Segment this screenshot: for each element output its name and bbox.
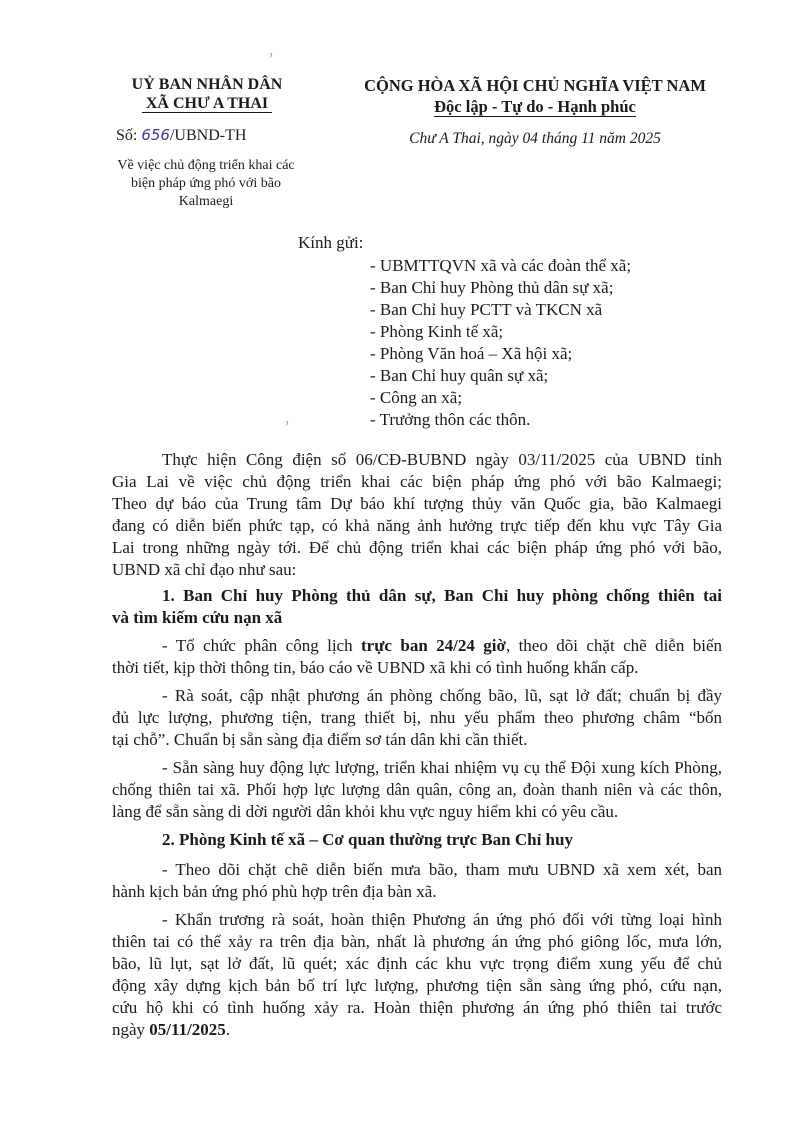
intro-line: Thực hiện Công điện số 06/CĐ-BUBND ngày 03/11/2025 của UBND tỉnh [162,450,722,469]
org-name-line2 [98,95,316,113]
section1-p1-line1 [162,634,722,657]
org-name-line1: UỶ BAN NHÂN DÂN [131,76,283,93]
intro-line: Gia Lai về việc chủ động triển khai các biện pháp ứng phó với bão Kalmaegi; [112,472,722,491]
intro-line: Theo dự báo của Trung tâm Dự báo khí tượng thủy văn Quốc gia, bão Kalmaegi [112,494,722,513]
recipient-item: - Phòng Văn hoá – Xã hội xã; [370,344,573,363]
number-suffix: /UBND-TH [169,127,247,144]
section1-p3-line: chống thiên tai xã. Phối hợp lực lượng dân quân, công an, đoàn thanh niên và các thôn, [112,780,722,799]
intro-line: Lai trong những ngày tới. Để chủ động triển khai các biện pháp ứng phó với bão, [112,538,722,557]
section2-p1-line: hành kịch bản ứng phó phù hợp trên địa bàn xã. [112,882,437,901]
recipient-item: - Ban Chỉ huy Phòng thủ dân sự xã; [370,278,614,297]
recipient-item: - Công an xã; [370,388,463,407]
recipient-item: - UBMTTQVN xã và các đoàn thể xã; [370,256,632,275]
number-prefix: Số: [116,127,138,144]
section1-heading-line1: 1. Ban Chỉ huy Phòng thủ dân sự, Ban Chỉ huy phòng chống thiên tai [162,586,722,605]
section2-p2-line: cứu hộ khi có tình huống xảy ra. Hoàn thiện phương án ứng phó thiên tai trước [112,998,722,1017]
nation-motto-text: Độc lập - Tự do - Hạnh phúc [434,97,636,116]
subject-line2: biện pháp ứng phó với bão [131,176,281,191]
scan-mark: ˀ [270,52,273,62]
subject-line1: Về việc chủ động triển khai các [117,158,295,173]
handwritten-number: 656 [141,126,170,144]
p1-text-after: , theo dõi chặt chẽ diễn biến [505,636,722,655]
intro-line: UBND xã chỉ đạo như sau: [112,560,297,579]
recipient-item: - Ban Chỉ huy PCTT và TKCN xã [370,300,603,319]
section1-p2-line: đủ lực lượng, phương tiện, trang thiết bị, nhu yếu phẩm theo phương châm “bốn [112,708,722,727]
recipients-label: Kính gửi: [298,233,364,252]
recipient-item: - Phòng Kinh tế xã; [370,322,504,341]
section2-p2-line: - Khẩn trương rà soát, hoàn thiện Phương án ứng phó đối với từng loại hình [162,910,722,929]
section2-p2-line: thiên tai có thể xảy ra trên địa bàn, nhất là phương án ứng phó giông lốc, mưa lớn, [112,932,722,951]
subject-line3: Kalmaegi [178,194,234,209]
section1-heading-line2: và tìm kiếm cứu nạn xã [112,608,283,627]
intro-line: đang có diễn biến phức tạp, có khả năng ảnh hưởng trực tiếp đến khu vực Tây Gia [112,516,722,535]
p1-text-bold: trực ban 24/24 giờ [361,636,506,655]
p2-last-before: ngày [112,1020,150,1039]
section1-p1-line2: thời tiết, kịp thời thông tin, báo cáo về UBND xã khi có tình huống khẩn cấp. [112,658,639,677]
section2-p2-last-line [112,1018,722,1041]
section1-p3-line: làng để sẵn sàng di dời người dân khỏi khu vực nguy hiểm khi có yêu cầu. [112,802,619,821]
recipient-item: - Ban Chỉ huy quân sự xã; [370,366,549,385]
nation-title: CỘNG HÒA XÃ HỘI CHỦ NGHĨA VIỆT NAM [364,76,706,95]
document-number [116,126,246,145]
section2-heading: 2. Phòng Kinh tế xã – Cơ quan thường trực Ban Chỉ huy [162,830,573,849]
p2-last-bold: 05/11/2025 [149,1020,226,1039]
org-name-line2-text: XÃ CHƯ A THAI [142,95,272,113]
scan-mark: ˀ [286,420,289,430]
nation-motto [330,97,740,117]
recipient-item: - Trưởng thôn các thôn. [370,410,531,429]
section2-p2-line: bão, lũ lụt, sạt lở đất, lũ quét; xác định các khu vực trọng điểm xung yếu để chủ [112,954,722,973]
p2-last-after: . [225,1020,231,1039]
place-date: Chư A Thai, ngày 04 tháng 11 năm 2025 [409,130,661,147]
section1-p2-line: - Rà soát, cập nhật phương án phòng chống bão, lũ, sạt lở đất; chuẩn bị đầy [162,686,722,705]
p1-text-before: - Tổ chức phân công lịch [162,636,362,655]
section2-p1-line: - Theo dõi chặt chẽ diễn biến mưa bão, tham mưu UBND xã xem xét, ban [162,860,722,879]
section1-p2-line: tại chỗ”. Chuẩn bị sẵn sàng địa điểm sơ tán dân khi cần thiết. [112,730,528,749]
section1-p3-line: - Sẵn sàng huy động lực lượng, triển khai nhiệm vụ cụ thể Đội xung kích Phòng, [162,758,722,777]
section2-p2-line: động xây dựng kịch bản bố trí lực lượng, phương tiện sẵn sàng ứng phó, cứu nạn, [112,976,722,995]
